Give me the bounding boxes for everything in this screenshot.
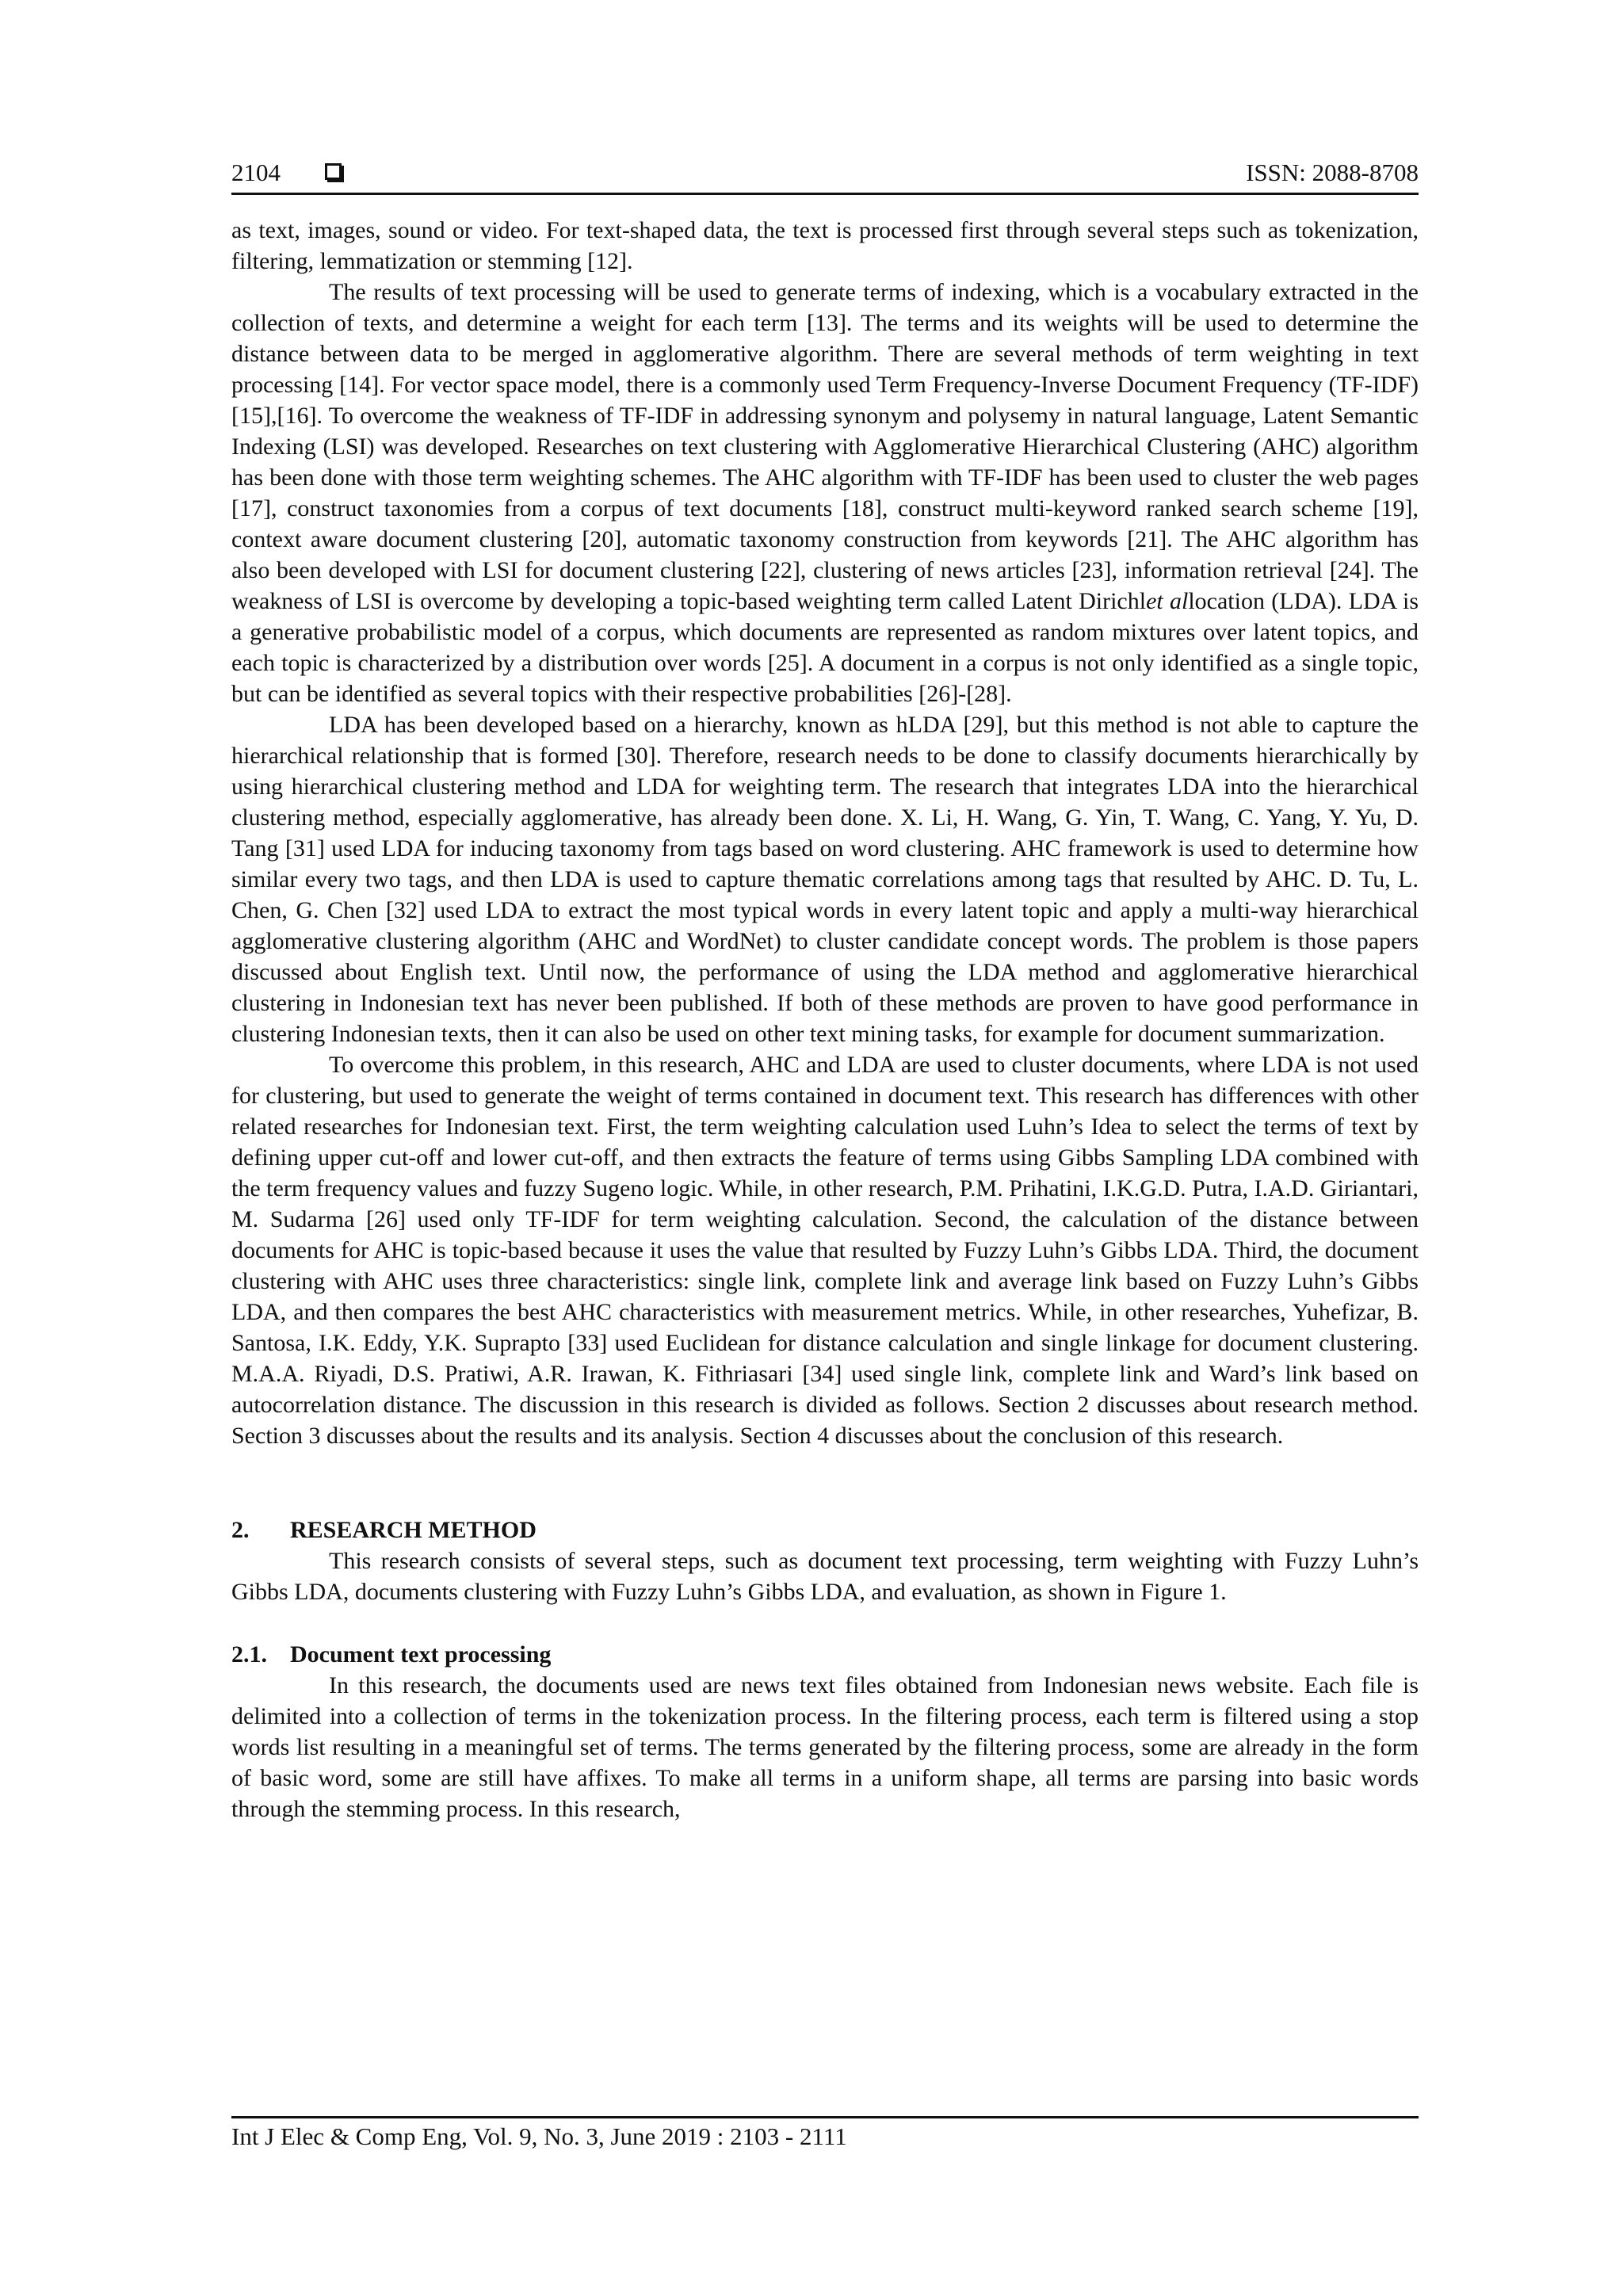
page-footer: Int J Elec & Comp Eng, Vol. 9, No. 3, June 2019 : 2103 - 2111 <box>231 2122 847 2150</box>
section-title: RESEARCH METHOD <box>290 1517 537 1543</box>
section-heading <box>231 1515 1419 1545</box>
header-rule <box>231 193 1419 195</box>
paragraph-text: location (LDA). LDA is a generative probabilistic model of a corpus, which documents are represented as random mixtures over latent topics, and each topic is characterized by a distribution over words [25]. A document in a corpus is not only identified as a single topic, but can be identified as several topics with their respective probabilities [26]-[28]. <box>231 588 1419 707</box>
subsection-heading <box>231 1639 1419 1670</box>
paragraph: This research consists of several steps, such as document text processing, term weighting with Fuzzy Luhn’s Gibbs LDA, documents clustering with Fuzzy Luhn’s Gibbs LDA, and evaluation, as shown in Figure 1. <box>231 1548 1419 1605</box>
italic-text: et al <box>1146 588 1189 614</box>
paragraph: To overcome this problem, in this research, AHC and LDA are used to cluster documents, where LDA is not used for clustering, but used to generate the weight of terms contained in document text. This research has differences with other related researches for Indonesian text. First, the term weighting calculation used Luhn’s Idea to select the terms of text by defining upper cut-off and lower cut-off, and then extracts the feature of terms using Gibbs Sampling LDA combined with the term frequency values and fuzzy Sugeno logic. While, in other research, P.M. Prihatini, I.K.G.D. Putra, I.A.D. Giriantari, M. Sudarma [26] used only TF-IDF for term weighting calculation. Second, the calculation of the distance between documents for AHC is topic-based because it uses the value that resulted by Fuzzy Luhn’s Gibbs LDA. Third, the document clustering with AHC uses three characteristics: single link, complete link and average link based on Fuzzy Luhn’s Gibbs LDA, and then compares the best AHC characteristics with measurement metrics. While, in other researches, Yuhefizar, B. Santosa, I.K. Eddy, Y.K. Suprapto [33] used Euclidean for distance calculation and single linkage for document clustering. M.A.A. Riyadi, D.S. Pratiwi, A.R. Irawan, K. Fithriasari [34] used single link, complete link and Ward’s link based on autocorrelation distance. The discussion in this research is divided as follows. Section 2 discusses about research method. Section 3 discusses about the results and its analysis. Section 4 discusses about the conclusion of this research. <box>231 1052 1419 1449</box>
paragraph: LDA has been developed based on a hierarchy, known as hLDA [29], but this method is not able to capture the hierarchical relationship that is formed [30]. Therefore, research needs to be done to classify documents hierarchically by using hierarchical clustering method and LDA for weighting term. The research that integrates LDA into the hierarchical clustering method, especially agglomerative, has already been done. X. Li, H. Wang, G. Yin, T. Wang, C. Yang, Y. Yu, D. Tang [31] used LDA for inducing taxonomy from tags based on word clustering. AHC framework is used to determine how similar every two tags, and then LDA is used to capture thematic correlations among tags that resulted by AHC. D. Tu, L. Chen, G. Chen [32] used LDA to extract the most typical words in every latent topic and apply a multi-way hierarchical agglomerative clustering algorithm (AHC and WordNet) to cluster candidate concept words. The problem is those papers discussed about English text. Until now, the performance of using the LDA method and agglomerative hierarchical clustering in Indonesian text has never been published. If both of these methods are proven to have good performance in clustering Indonesian texts, then it can also be used on other text mining tasks, for example for document summarization. <box>231 712 1419 1047</box>
checkbox-square-icon <box>325 163 342 180</box>
article-body <box>231 215 1419 1824</box>
page-number: 2104 <box>231 159 281 186</box>
subsection-number: 2.1. <box>231 1641 267 1668</box>
subsection-title: Document text processing <box>290 1641 552 1668</box>
issn: ISSN: 2088-8708 <box>1246 159 1419 186</box>
paragraph: In this research, the documents used are news text files obtained from Indonesian news website. Each file is delimited into a collection of terms in the tokenization process. In the filtering process, each term is filtered using a stop words list resulting in a meaningful set of terms. The terms generated by the filtering process, some are already in the form of basic word, some are still have affixes. To make all terms in a uniform shape, all terms are parsing into basic words through the stemming process. In this research, <box>231 1672 1419 1822</box>
paragraph: as text, images, sound or video. For text-shaped data, the text is processed first through several steps such as tokenization, filtering, lemmatization or stemming [12]. <box>231 217 1419 274</box>
footer-rule <box>231 2116 1419 2118</box>
paragraph <box>231 277 1419 709</box>
paragraph-text: The results of text processing will be used to generate terms of indexing, which is a vocabulary extracted in the collection of texts, and determine a weight for each term [13]. The terms and its weights will be used to determine the distance between data to be merged in agglomerative algorithm. There are several methods of term weighting in text processing [14]. For vector space model, there is a commonly used Term Frequency-Inverse Document Frequency (TF-IDF) [15],[16]. To overcome the weakness of TF-IDF in addressing synonym and polysemy in natural language, Latent Semantic Indexing (LSI) was developed. Researches on text clustering with Agglomerative Hierarchical Clustering (AHC) algorithm has been done with those term weighting schemes. The AHC algorithm with TF-IDF has been used to cluster the web pages [17], construct taxonomies from a corpus of text documents [18], construct multi-keyword ranked search scheme [19], context aware document clustering [20], automatic taxonomy construction from keywords [21]. The AHC algorithm has also been developed with LSI for document clustering [22], clustering of news articles [23], information retrieval [24]. The weakness of LSI is overcome by developing a topic-based weighting term called Latent Dirichl <box>231 279 1419 614</box>
page-header <box>231 152 1419 193</box>
section-number: 2. <box>231 1517 250 1543</box>
